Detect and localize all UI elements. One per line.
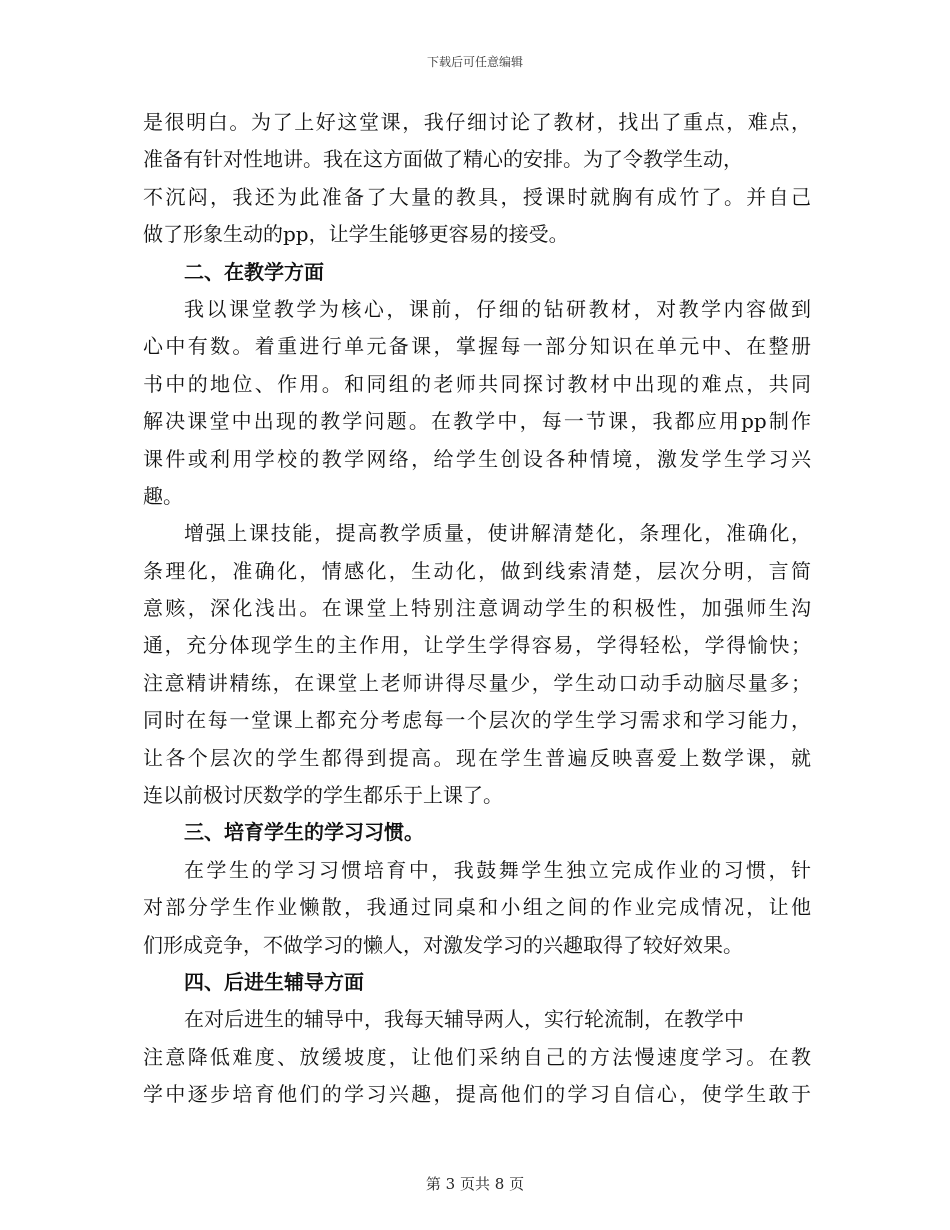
paragraph-line: 我以课堂教学为核心，课前，仔细的钻研教材，对教学内容做到 [184,296,811,321]
page-footer: 第 3 页共 8 页 [425,1175,525,1193]
section-heading: 二、在教学方面 [184,259,324,284]
paragraph-line: 通，充分体现学生的主作用，让学生学得容易，学得轻松，学得愉快； [143,633,811,658]
paragraph-line: 是很明白。为了上好这堂课，我仔细讨论了教材，找出了重点，难点， [143,110,811,134]
paragraph-line: 意赅，深化浅出。在课堂上特别注意调动学生的积极性，加强师生沟 [143,596,811,621]
paragraph-line: 书中的地位、作用。和同组的老师共同探讨教材中出现的难点，共同 [143,371,811,396]
page-header: 下载后可任意编辑 [426,55,523,69]
paragraph-line: 在学生的学习习惯培育中，我鼓舞学生独立完成作业的习惯，针 [184,857,811,882]
paragraph-line: 们形成竞争，不做学习的懒人，对激发学习的兴趣取得了较好效果。 [143,932,743,957]
paragraph-line: 心中有数。着重进行单元备课，掌握每一部分知识在单元中、在整册 [143,334,811,359]
paragraph-line: 增强上课技能，提高教学质量，使讲解清楚化，条理化，准确化， [184,521,811,546]
paragraph-line: 连以前极讨厌数学的学生都乐于上课了。 [143,783,503,808]
paragraph-line: 解决课堂中出现的教学问题。在教学中，每一节课，我都应用pp制作 [143,409,811,434]
paragraph-line: 条理化，准确化，情感化，生动化，做到线索清楚，层次分明，言简 [143,558,811,583]
paragraph-line: 注意降低难度、放缓坡度，让他们采纳自己的方法慢速度学习。在教 [143,1044,811,1069]
paragraph-line: 课件或利用学校的教学网络，给学生创设各种情境，激发学生学习兴 [143,446,811,471]
paragraph-line: 注意精讲精练，在课堂上老师讲得尽量少，学生动口动手动脑尽量多； [143,670,811,695]
paragraph-line: 对部分学生作业懒散，我通过同桌和小组之间的作业完成情况，让他 [143,895,811,920]
paragraph-line: 学中逐步培育他们的学习兴趣，提高他们的学习自信心，使学生敢于 [143,1082,811,1107]
paragraph-line: 同时在每一堂课上都充分考虑每一个层次的学生学习需求和学习能力， [143,708,811,733]
paragraph-line: 在对后进生的辅导中，我每天辅导两人，实行轮流制，在教学中 [184,1007,744,1032]
paragraph-line: 让各个层次的学生都得到提高。现在学生普遍反映喜爱上数学课，就 [143,745,811,770]
paragraph-line: 准备有针对性地讲。我在这方面做了精心的安排。为了令教学生动， [143,147,743,172]
paragraph-line: 不沉闷，我还为此准备了大量的教具，授课时就胸有成竹了。并自己 [143,184,811,209]
section-heading: 三、培育学生的学习习惯。 [184,820,424,845]
section-heading: 四、后进生辅导方面 [184,969,364,994]
paragraph-line: 做了形象生动的pp，让学生能够更容易的接受。 [143,222,569,247]
paragraph-line: 趣。 [143,483,183,508]
document-body [143,104,811,1114]
